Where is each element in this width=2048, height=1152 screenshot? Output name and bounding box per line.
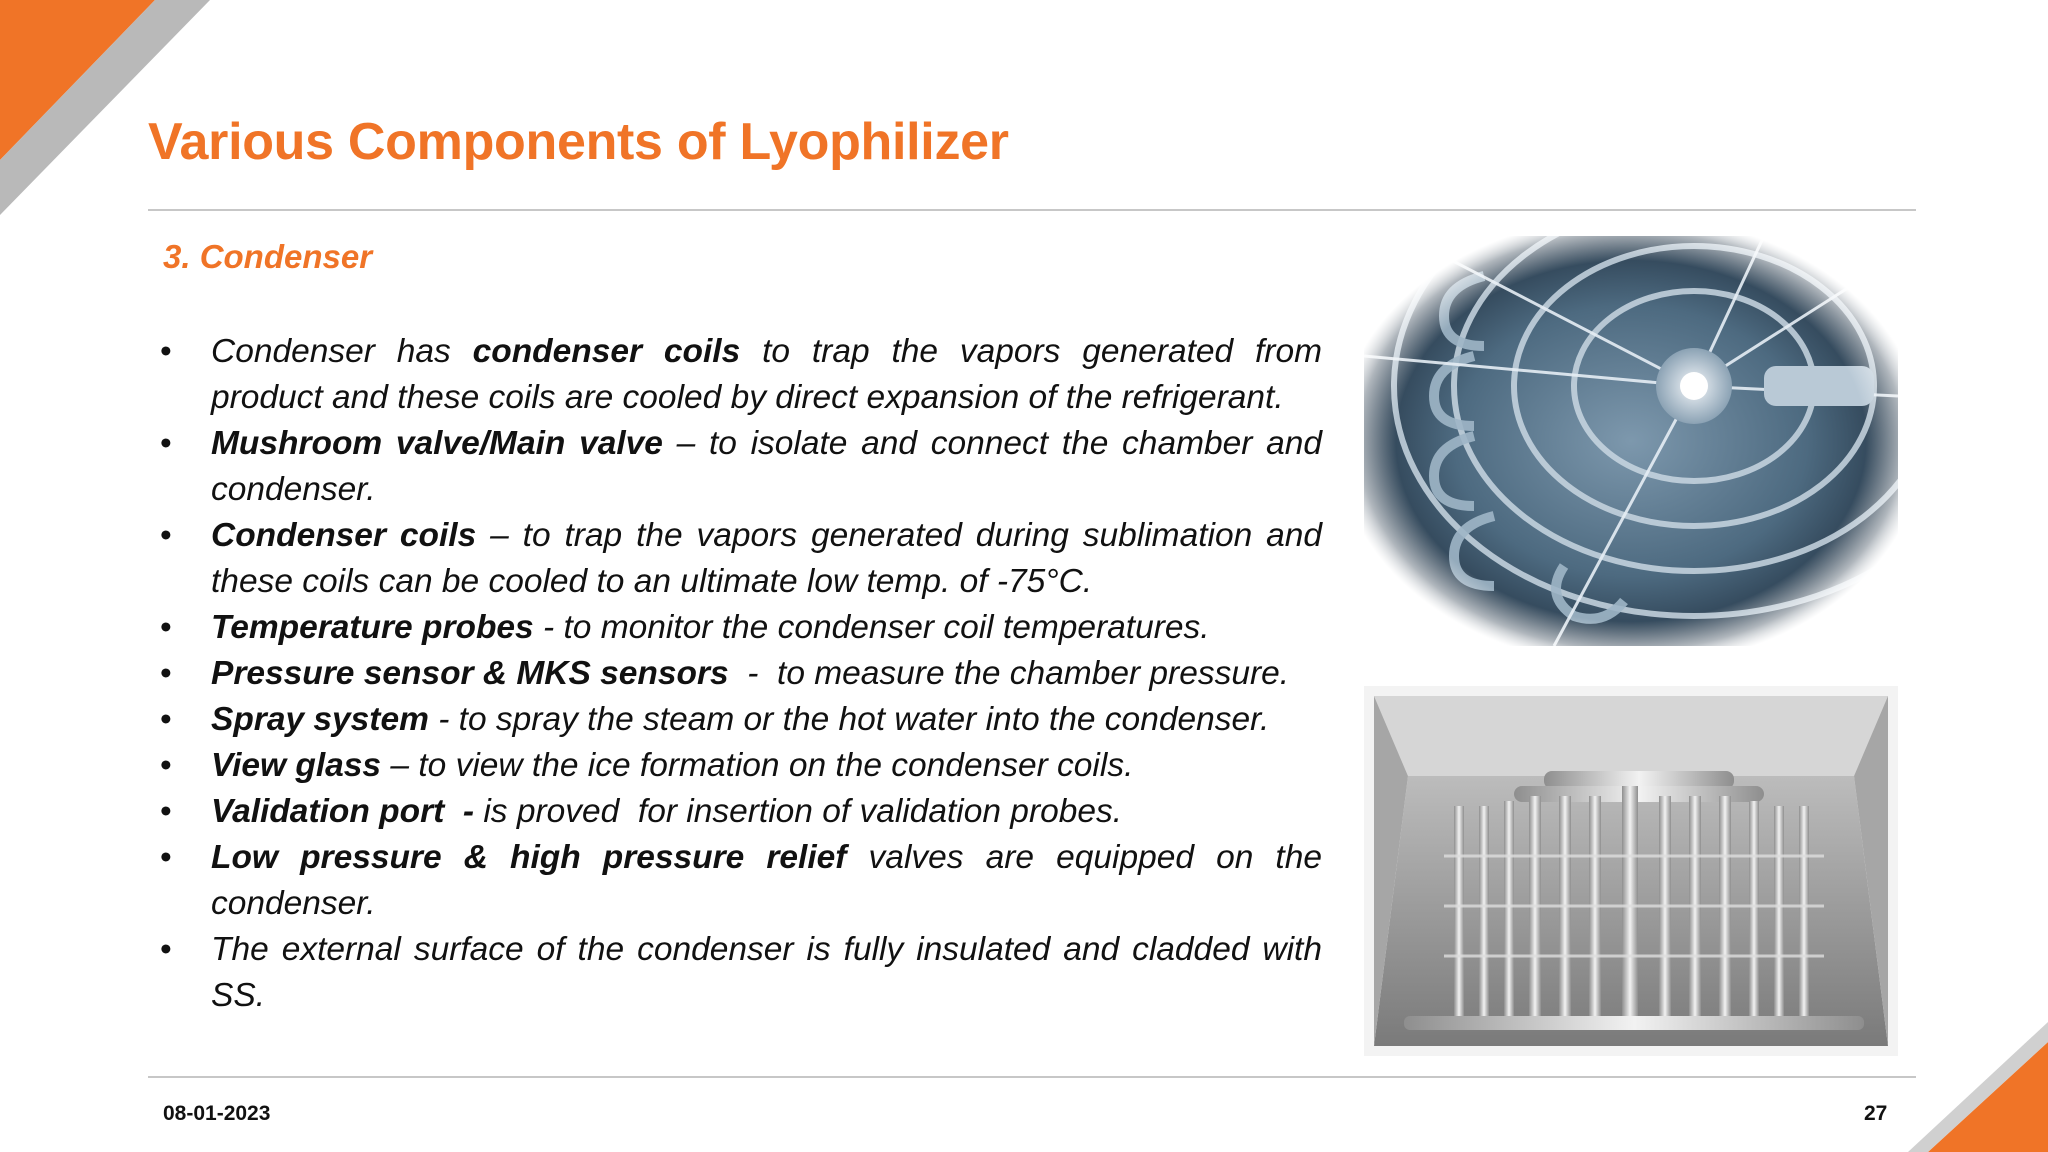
bullet-bold-term: Spray system: [211, 701, 429, 738]
footer-divider: [148, 1076, 1916, 1078]
bullet-bold-term: Low pressure & high pressure relief: [211, 839, 847, 876]
footer-date: 08-01-2023: [163, 1102, 271, 1125]
bullet-text: – to view the ice formation on the condenser coils.: [381, 747, 1134, 784]
bullet-bold-term: Temperature probes: [211, 609, 534, 646]
bullet-text: The external surface of the condenser is fully insulated and cladded with SS.: [211, 931, 1322, 1014]
condenser-chamber-photo: [1364, 686, 1898, 1056]
bullet-item: [150, 513, 1322, 605]
bullet-item: [150, 651, 1322, 697]
bullet-item: [150, 605, 1322, 651]
bullet-text: - to monitor the condenser coil temperatures.: [533, 609, 1210, 646]
bullet-list: [150, 329, 1322, 1019]
page-number: 27: [1864, 1102, 1888, 1125]
bullet-text: to trap the vapors generated from product and these coils are cooled by direct expansion of the refrigerant.: [211, 333, 1322, 416]
bullet-bold-term: Condenser coils: [211, 517, 477, 554]
bullet-item: [150, 421, 1322, 513]
title-divider: [148, 209, 1916, 211]
bullet-text: – to isolate and connect the chamber and condenser.: [211, 425, 1322, 508]
bullet-text: - to spray the steam or the hot water into the condenser.: [428, 701, 1270, 738]
bullet-text: - to measure the chamber pressure.: [728, 655, 1290, 692]
bullet-item: [150, 743, 1322, 789]
bullet-bold-term: Mushroom valve/Main valve: [211, 425, 663, 462]
bullet-text: Condenser has: [211, 333, 473, 370]
slide-title: Various Components of Lyophilizer: [148, 113, 1009, 171]
section-subheading: 3. Condenser: [163, 238, 373, 275]
bullet-item: [150, 697, 1322, 743]
bullet-item: [150, 329, 1322, 421]
bullet-item: [150, 927, 1322, 1019]
bullet-bold-term: Pressure sensor & MKS sensors: [211, 655, 729, 692]
bullet-text: is proved for insertion of validation probes.: [474, 793, 1123, 830]
bullet-bold-term: condenser coils: [472, 333, 741, 370]
bullet-item: [150, 835, 1322, 927]
condenser-coils-photo: [1364, 236, 1898, 646]
bullet-text: – to trap the vapors generated during sublimation and these coils can be cooled to an ultimate low temp. of -75°C.: [211, 517, 1323, 600]
bullet-text: valves are equipped on the condenser.: [211, 839, 1323, 922]
bullet-item: [150, 789, 1322, 835]
bullet-bold-term: View glass: [211, 747, 382, 784]
corner-decoration-bottom-right: [1908, 1022, 2048, 1152]
bullet-bold-term: Validation port -: [211, 793, 475, 830]
